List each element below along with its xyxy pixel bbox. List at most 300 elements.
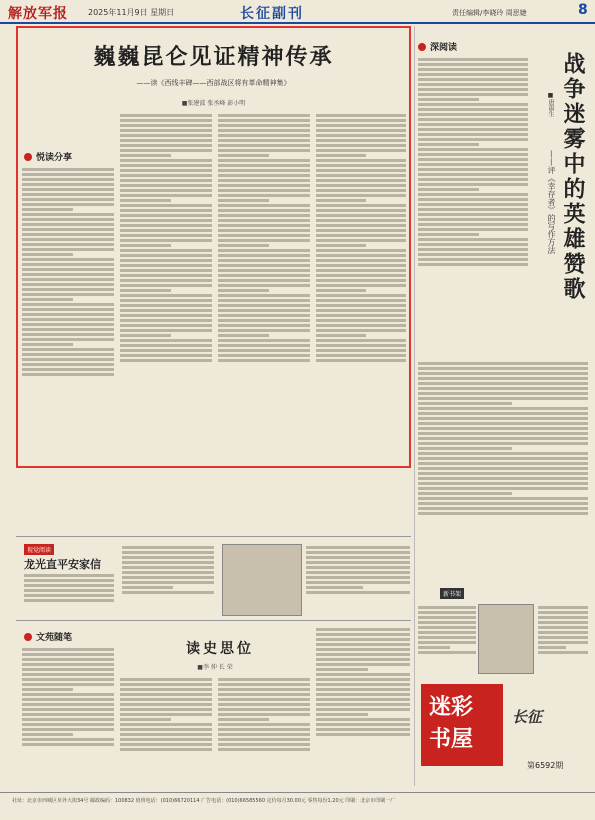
- text-line: [22, 203, 114, 206]
- page-footer: 社址：北京市西城区阜外大街34号 邮政编码：100832 值班电话：(010)66720114 广告电话：(010)66585560 定价每月30.00元 零售每份1.20元 印刷：北京市印刷一厂: [0, 792, 595, 820]
- text-line: [218, 209, 310, 212]
- page-header: [0, 0, 595, 22]
- text-line: [120, 683, 212, 686]
- issue-date: 2025年11月9日 星期日: [88, 8, 175, 17]
- text-line: [120, 204, 212, 207]
- text-line: [418, 218, 528, 221]
- text-line: [22, 283, 114, 286]
- text-line: [120, 124, 212, 127]
- bullet-icon: [24, 633, 32, 641]
- text-line: [418, 631, 476, 634]
- text-line: [418, 372, 588, 375]
- text-line: [316, 653, 410, 656]
- text-line: [120, 169, 212, 172]
- text-line: [218, 279, 310, 282]
- editors-line: 责任编辑/李晓玲 周思婕: [452, 9, 527, 17]
- text-line: [306, 586, 363, 589]
- text-line: [316, 229, 406, 232]
- text-line: [22, 693, 114, 696]
- text-line: [120, 688, 212, 691]
- banner-line-1: 迷彩: [429, 694, 474, 720]
- text-line: [418, 432, 588, 435]
- text-line: [120, 224, 212, 227]
- text-line: [418, 437, 588, 440]
- text-line: [218, 124, 310, 127]
- text-line: [316, 264, 406, 267]
- text-line: [316, 678, 410, 681]
- text-line: [418, 178, 528, 181]
- body-text-block: [122, 544, 214, 616]
- text-line: [122, 551, 214, 554]
- text-line: [316, 174, 406, 177]
- text-line: [418, 606, 476, 609]
- text-line: [218, 344, 310, 347]
- text-line: [218, 134, 310, 137]
- text-line: [22, 718, 114, 721]
- text-line: [122, 546, 214, 549]
- text-line: [218, 149, 310, 152]
- text-line: [22, 218, 114, 221]
- text-line: [418, 213, 528, 216]
- text-line: [418, 58, 528, 61]
- body-text-block: [316, 112, 406, 462]
- photo: [222, 544, 302, 616]
- text-line: [316, 703, 410, 706]
- text-line: [22, 683, 114, 686]
- text-line: [22, 198, 114, 201]
- text-line: [418, 382, 588, 385]
- text-line: [120, 249, 212, 252]
- text-line: [22, 273, 114, 276]
- text-line: [316, 144, 406, 147]
- text-line: [418, 412, 588, 415]
- text-line: [418, 387, 588, 390]
- text-line: [218, 743, 310, 746]
- text-line: [316, 633, 410, 636]
- text-line: [24, 589, 114, 592]
- text-line: [24, 574, 114, 577]
- text-line: [538, 621, 588, 624]
- text-line: [120, 359, 212, 362]
- text-line: [316, 119, 406, 122]
- text-line: [418, 188, 479, 191]
- text-line: [316, 688, 410, 691]
- text-line: [22, 353, 114, 356]
- text-line: [418, 203, 528, 206]
- text-line: [218, 738, 310, 741]
- text-line: [120, 743, 212, 746]
- text-line: [316, 179, 406, 182]
- text-line: [218, 748, 310, 751]
- text-line: [22, 258, 114, 261]
- text-line: [538, 641, 588, 644]
- text-line: [120, 294, 212, 297]
- text-line: [418, 113, 528, 116]
- column-head-label: 文苑随笔: [36, 633, 73, 643]
- text-line: [316, 309, 406, 312]
- text-line: [316, 254, 406, 257]
- text-line: [22, 323, 114, 326]
- text-line: [122, 581, 214, 584]
- text-line: [316, 698, 410, 701]
- text-line: [218, 309, 310, 312]
- text-line: [316, 219, 406, 222]
- text-line: [120, 723, 212, 726]
- text-line: [218, 304, 310, 307]
- text-line: [120, 718, 171, 721]
- body-text-block: [418, 604, 476, 674]
- text-line: [418, 417, 588, 420]
- text-line: [418, 83, 528, 86]
- feature-subtitle: ——读《西线丰碑——西部战区将有革命精神集》: [136, 79, 291, 87]
- text-line: [316, 284, 406, 287]
- text-line: [316, 239, 406, 242]
- text-line: [218, 678, 310, 681]
- text-line: [22, 253, 73, 256]
- section-divider: [16, 536, 411, 537]
- text-line: [316, 324, 406, 327]
- text-line: [218, 224, 310, 227]
- text-line: [418, 422, 588, 425]
- text-line: [418, 502, 588, 505]
- text-line: [418, 477, 588, 480]
- text-line: [418, 148, 528, 151]
- text-line: [218, 713, 310, 716]
- text-line: [306, 566, 410, 569]
- right-feature-subtitle: ——评《幸存者》的写作方法: [547, 150, 556, 254]
- text-line: [218, 354, 310, 357]
- text-line: [316, 189, 406, 192]
- text-line: [120, 319, 212, 322]
- body-text-block: [418, 56, 528, 356]
- body-text-block: [22, 646, 114, 786]
- text-line: [306, 571, 410, 574]
- body-text-block: [218, 676, 310, 786]
- text-line: [22, 208, 73, 211]
- text-line: [120, 693, 212, 696]
- text-line: [22, 313, 114, 316]
- text-line: [120, 144, 212, 147]
- section-title: 长征副刊: [240, 6, 304, 22]
- body-text-block: [120, 112, 212, 462]
- text-line: [120, 189, 212, 192]
- text-line: [120, 194, 212, 197]
- text-line: [218, 299, 310, 302]
- text-line: [218, 259, 310, 262]
- text-line: [316, 124, 406, 127]
- text-line: [218, 159, 310, 162]
- text-line: [316, 199, 366, 202]
- text-line: [418, 233, 479, 236]
- text-line: [122, 571, 214, 574]
- text-line: [120, 269, 212, 272]
- text-line: [316, 259, 406, 262]
- text-line: [22, 293, 114, 296]
- text-line: [418, 651, 476, 654]
- text-line: [538, 626, 588, 629]
- text-line: [22, 183, 114, 186]
- text-line: [218, 174, 310, 177]
- text-line: [316, 354, 406, 357]
- body-text-block: [120, 676, 212, 786]
- text-line: [218, 349, 310, 352]
- text-line: [24, 579, 114, 582]
- text-line: [306, 581, 410, 584]
- text-line: [418, 183, 528, 186]
- text-line: [22, 713, 114, 716]
- text-line: [22, 193, 114, 196]
- text-line: [120, 354, 212, 357]
- text-line: [218, 139, 310, 142]
- text-line: [120, 334, 171, 337]
- text-line: [316, 294, 406, 297]
- text-line: [418, 173, 528, 176]
- text-line: [316, 718, 410, 721]
- page-number: 8: [578, 2, 588, 18]
- text-line: [120, 274, 212, 277]
- text-line: [418, 452, 588, 455]
- column-head-left: [24, 150, 72, 163]
- text-line: [122, 556, 214, 559]
- text-line: [122, 586, 173, 589]
- text-line: [316, 708, 410, 711]
- text-line: [316, 204, 406, 207]
- text-line: [22, 723, 114, 726]
- text-line: [120, 149, 212, 152]
- body-text-block: [418, 360, 588, 580]
- text-line: [218, 314, 310, 317]
- text-line: [22, 263, 114, 266]
- text-line: [22, 288, 114, 291]
- column-head-label: 悦读分享: [36, 153, 73, 163]
- text-line: [306, 551, 410, 554]
- right-feature-author: ■唐雨生: [547, 92, 554, 117]
- text-line: [316, 169, 406, 172]
- text-line: [120, 114, 212, 117]
- text-line: [218, 733, 310, 736]
- text-line: [306, 591, 410, 594]
- text-line: [418, 78, 528, 81]
- text-line: [418, 223, 528, 226]
- text-line: [22, 668, 114, 671]
- text-line: [122, 566, 214, 569]
- text-line: [22, 688, 73, 691]
- text-line: [22, 738, 114, 741]
- text-line: [306, 546, 410, 549]
- text-line: [218, 339, 310, 342]
- book-section-title: 读史思位: [186, 641, 254, 657]
- text-line: [120, 184, 212, 187]
- text-line: [316, 154, 366, 157]
- text-line: [22, 303, 114, 306]
- poem-text: [24, 572, 114, 616]
- header-rule: [0, 22, 595, 24]
- text-line: [306, 561, 410, 564]
- text-line: [418, 88, 528, 91]
- text-line: [218, 249, 310, 252]
- text-line: [316, 289, 366, 292]
- text-line: [120, 199, 171, 202]
- text-line: [22, 243, 114, 246]
- text-line: [120, 314, 212, 317]
- body-text-block: [306, 544, 410, 616]
- poem-title: 龙光直平安家信: [24, 558, 101, 571]
- text-line: [218, 324, 310, 327]
- text-line: [22, 663, 114, 666]
- text-line: [418, 442, 588, 445]
- text-line: [418, 168, 528, 171]
- text-line: [218, 219, 310, 222]
- text-line: [120, 119, 212, 122]
- text-line: [418, 93, 528, 96]
- text-line: [22, 188, 114, 191]
- text-line: [120, 349, 212, 352]
- text-line: [418, 153, 528, 156]
- text-line: [218, 244, 269, 247]
- text-line: [418, 367, 588, 370]
- text-line: [316, 214, 406, 217]
- text-line: [218, 698, 310, 701]
- text-line: [316, 728, 410, 731]
- issue-number: 第6592期: [527, 761, 564, 770]
- column-head-right: [418, 40, 457, 53]
- text-line: [22, 348, 114, 351]
- column-divider: [414, 26, 415, 786]
- calligraphy-logo: 长征: [512, 708, 543, 726]
- text-line: [218, 119, 310, 122]
- text-line: [218, 154, 269, 157]
- column-head-bottom-left: [24, 630, 72, 643]
- text-line: [538, 631, 588, 634]
- text-line: [418, 636, 476, 639]
- column-head-label: 深阅读: [430, 43, 458, 53]
- text-line: [218, 269, 310, 272]
- text-line: [22, 268, 114, 271]
- text-line: [316, 184, 406, 187]
- text-line: [418, 492, 512, 495]
- text-line: [418, 512, 588, 515]
- text-line: [218, 693, 310, 696]
- text-line: [22, 678, 114, 681]
- text-line: [218, 129, 310, 132]
- text-line: [120, 219, 212, 222]
- text-line: [418, 248, 528, 251]
- text-line: [22, 703, 114, 706]
- text-line: [120, 733, 212, 736]
- bullet-icon: [418, 43, 426, 51]
- text-line: [120, 164, 212, 167]
- text-line: [418, 626, 476, 629]
- text-line: [418, 163, 528, 166]
- text-line: [120, 239, 212, 242]
- text-line: [218, 264, 310, 267]
- text-line: [22, 223, 114, 226]
- text-line: [218, 728, 310, 731]
- text-line: [418, 63, 528, 66]
- text-line: [418, 462, 588, 465]
- text-line: [316, 299, 406, 302]
- text-line: [316, 334, 366, 337]
- text-line: [120, 214, 212, 217]
- text-line: [120, 339, 212, 342]
- text-line: [418, 243, 528, 246]
- text-line: [418, 447, 512, 450]
- text-line: [120, 289, 171, 292]
- text-line: [218, 723, 310, 726]
- text-line: [120, 259, 212, 262]
- text-line: [22, 733, 73, 736]
- text-line: [22, 228, 114, 231]
- text-line: [316, 149, 406, 152]
- text-line: [418, 457, 588, 460]
- text-line: [418, 208, 528, 211]
- text-line: [120, 159, 212, 162]
- text-line: [316, 319, 406, 322]
- text-line: [418, 98, 479, 101]
- text-line: [120, 703, 212, 706]
- body-text-block: [218, 112, 310, 462]
- text-line: [218, 359, 310, 362]
- text-line: [316, 713, 368, 716]
- text-line: [218, 169, 310, 172]
- book-section-author: ■李 仲 长 荣: [197, 664, 233, 671]
- text-line: [316, 139, 406, 142]
- text-line: [316, 134, 406, 137]
- text-line: [120, 129, 212, 132]
- text-line: [538, 646, 566, 649]
- feature-title: 巍巍昆仑见证精神传承: [93, 44, 334, 70]
- text-line: [316, 249, 406, 252]
- text-line: [418, 108, 528, 111]
- text-line: [418, 407, 588, 410]
- text-line: [418, 238, 528, 241]
- text-line: [218, 114, 310, 117]
- text-line: [22, 368, 114, 371]
- text-line: [24, 594, 114, 597]
- section-divider: [16, 620, 411, 621]
- text-line: [22, 298, 73, 301]
- text-line: [316, 234, 406, 237]
- text-line: [22, 168, 114, 171]
- text-line: [120, 324, 212, 327]
- text-line: [538, 606, 588, 609]
- text-line: [120, 229, 212, 232]
- text-line: [218, 254, 310, 257]
- text-line: [218, 708, 310, 711]
- text-line: [22, 698, 114, 701]
- text-line: [218, 683, 310, 686]
- text-line: [538, 636, 588, 639]
- text-line: [418, 611, 476, 614]
- text-line: [538, 611, 588, 614]
- text-line: [120, 284, 212, 287]
- text-line: [22, 173, 114, 176]
- text-line: [218, 204, 310, 207]
- text-line: [218, 289, 269, 292]
- text-line: [22, 248, 114, 251]
- text-line: [22, 178, 114, 181]
- text-line: [120, 234, 212, 237]
- text-line: [120, 728, 212, 731]
- text-line: [218, 189, 310, 192]
- text-line: [316, 129, 406, 132]
- text-line: [120, 174, 212, 177]
- text-line: [316, 304, 406, 307]
- feature-author: ■张建波 张丞峰 彭小明: [181, 100, 246, 107]
- text-line: [538, 616, 588, 619]
- text-line: [22, 653, 114, 656]
- text-line: [218, 284, 310, 287]
